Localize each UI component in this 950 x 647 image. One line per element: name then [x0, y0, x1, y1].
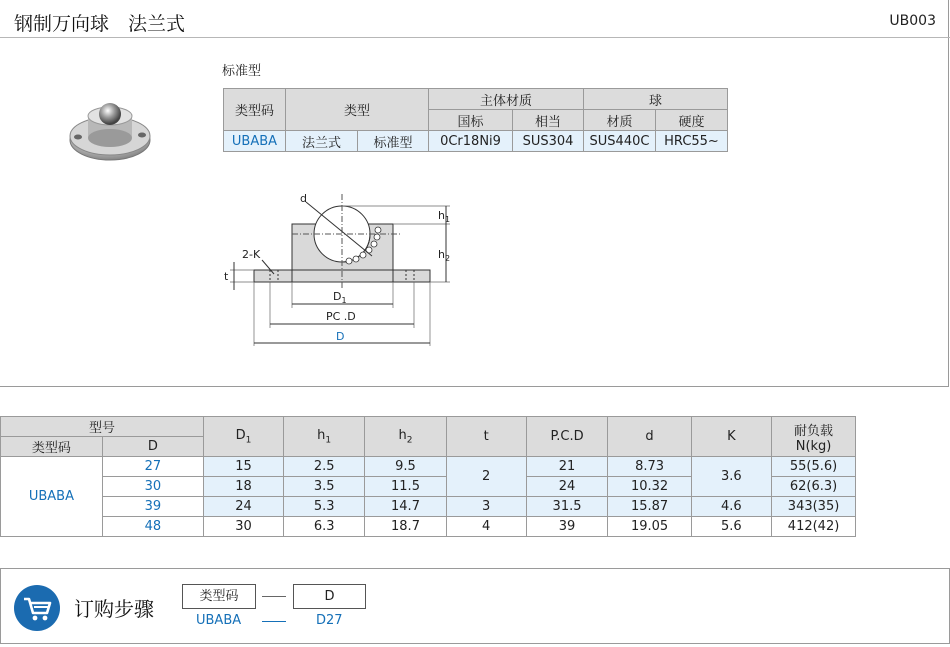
d-cell: 10.32	[608, 477, 691, 497]
header-ball-material: 材质	[584, 110, 656, 131]
label-h2: $h_2$	[438, 248, 451, 263]
header-equivalent: 相当	[513, 110, 584, 131]
label-h1: $h_1$	[438, 209, 451, 224]
cart-badge	[14, 585, 60, 631]
shopping-cart-icon	[14, 585, 60, 631]
type-code-cell: UBABA	[224, 131, 286, 152]
header-ball: 球	[584, 89, 728, 110]
h2-cell: 18.7	[365, 517, 446, 537]
header-gb: 国标	[429, 110, 513, 131]
header-type: 类型	[286, 89, 429, 131]
separator-dash	[262, 596, 286, 597]
K-cell: 5.6	[691, 517, 771, 537]
D-cell[interactable]: 39	[102, 497, 203, 517]
K-cell: 4.6	[691, 497, 771, 517]
d-cell: 19.05	[608, 517, 691, 537]
table-row	[1, 457, 950, 477]
order-steps-title: 订购步骤	[74, 597, 154, 621]
example-type-code: UBABA	[196, 613, 242, 628]
h1-cell: 3.5	[284, 477, 365, 497]
label-d: d	[300, 192, 307, 205]
page-title: 钢制万向球 法兰式	[14, 13, 186, 35]
pcd-cell: 24	[526, 477, 608, 497]
header-d: d	[608, 417, 691, 457]
t-cell: 2	[446, 457, 526, 497]
h1-cell: 5.3	[284, 497, 365, 517]
header-h1: $h_1$	[284, 417, 365, 457]
load-cell: 55(5.6)	[772, 457, 856, 477]
header-K: K	[691, 417, 771, 457]
header-body-material: 主体材质	[429, 89, 584, 110]
table-row	[1, 497, 950, 517]
example-D: D27	[316, 613, 343, 628]
ball-material-cell: SUS440C	[584, 131, 656, 152]
d-cell: 8.73	[608, 457, 691, 477]
d-cell: 15.87	[608, 497, 691, 517]
separator-dash	[262, 621, 286, 622]
D-cell[interactable]: 27	[102, 457, 203, 477]
load-cell: 62(6.3)	[772, 477, 856, 497]
h1-cell: 6.3	[284, 517, 365, 537]
hardness-cell: HRC55~	[656, 131, 728, 152]
product-code: UB003	[889, 13, 936, 29]
D1-cell: 15	[204, 457, 284, 477]
type-code-box: 类型码	[182, 584, 256, 609]
D-box: D	[293, 584, 366, 609]
D-cell[interactable]: 30	[102, 477, 203, 497]
table-row	[1, 517, 950, 537]
h2-cell: 9.5	[365, 457, 446, 477]
label-D: D	[336, 330, 345, 343]
type-variant-cell: 标准型	[358, 131, 429, 152]
equivalent-material-cell: SUS304	[513, 131, 584, 152]
D1-cell: 30	[204, 517, 284, 537]
D1-cell: 18	[204, 477, 284, 497]
header-model: 型号	[1, 417, 204, 437]
load-cell: 343(35)	[772, 497, 856, 517]
D1-cell: 24	[204, 497, 284, 517]
product-photo	[62, 94, 158, 164]
D-cell[interactable]: 48	[102, 517, 203, 537]
title-divider	[0, 37, 950, 38]
label-2k: 2-K	[242, 248, 261, 261]
header-pcd: P.C.D	[526, 417, 608, 457]
header-t: t	[446, 417, 526, 457]
pcd-cell: 39	[526, 517, 608, 537]
header-type-code: 类型码	[1, 437, 103, 457]
header-hardness: 硬度	[656, 110, 728, 131]
header-D: D	[102, 437, 203, 457]
K-cell: 3.6	[691, 457, 771, 497]
label-D1: $D_1$	[333, 290, 347, 305]
label-t: t	[224, 270, 229, 283]
h2-cell: 14.7	[365, 497, 446, 517]
technical-drawing	[222, 186, 462, 348]
label-pcd: PC .D	[326, 310, 356, 323]
header-h2: $h_2$	[365, 417, 446, 457]
t-cell: 4	[446, 517, 526, 537]
gb-material-cell: 0Cr18Ni9	[429, 131, 513, 152]
header-load: 耐负载 N(kg)	[772, 417, 856, 457]
header-type-code: 类型码	[224, 89, 286, 131]
h2-cell: 11.5	[365, 477, 446, 497]
h1-cell: 2.5	[284, 457, 365, 477]
dimension-table	[0, 416, 950, 537]
t-cell: 3	[446, 497, 526, 517]
section-label: 标准型	[222, 64, 262, 79]
type-cell: 法兰式	[286, 131, 358, 152]
material-table	[223, 88, 728, 152]
header-D1: $D_1$	[204, 417, 284, 457]
load-cell: 412(42)	[772, 517, 856, 537]
pcd-cell: 31.5	[526, 497, 608, 517]
type-code-cell: UBABA	[1, 457, 103, 537]
pcd-cell: 21	[526, 457, 608, 477]
